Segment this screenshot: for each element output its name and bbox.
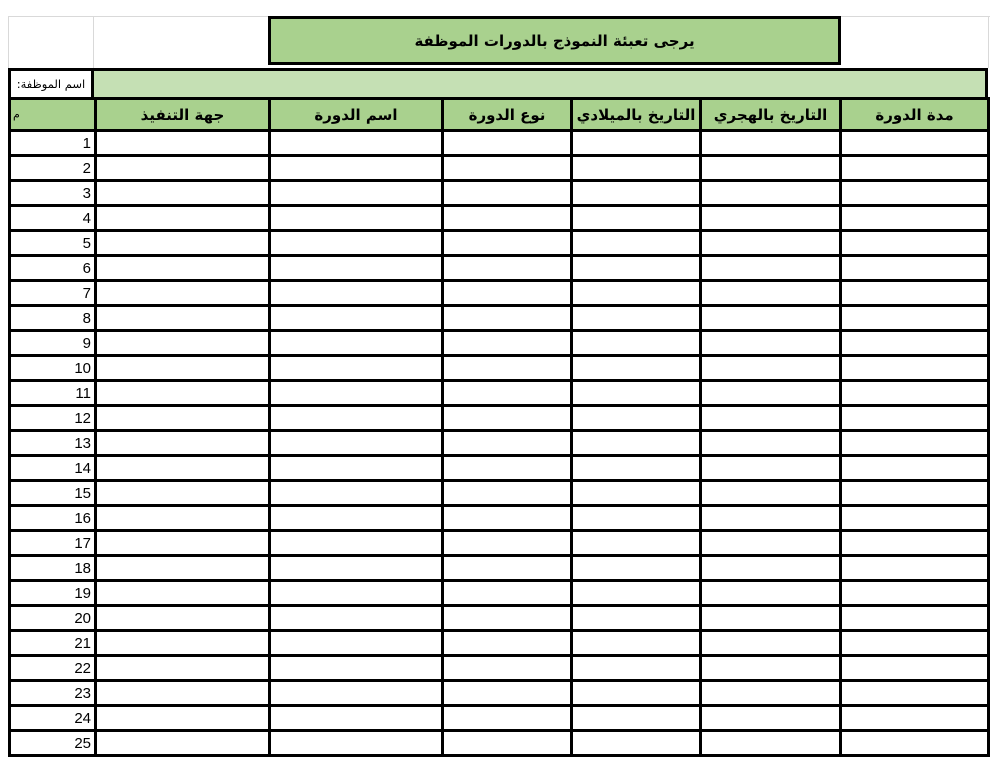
course-name-cell[interactable] bbox=[270, 131, 443, 156]
table-row bbox=[10, 406, 989, 431]
course-duration-cell[interactable] bbox=[841, 606, 989, 631]
table-row bbox=[10, 731, 989, 756]
course-name-cell[interactable] bbox=[270, 631, 443, 656]
gregorian-date-cell[interactable] bbox=[572, 556, 701, 581]
course-type-cell[interactable] bbox=[443, 506, 572, 531]
hijri-date-cell[interactable] bbox=[701, 306, 841, 331]
hijri-date-cell[interactable] bbox=[701, 281, 841, 306]
executing-body-cell[interactable] bbox=[96, 306, 270, 331]
hijri-date-cell[interactable] bbox=[701, 256, 841, 281]
executing-body-cell[interactable] bbox=[96, 506, 270, 531]
hijri-date-cell[interactable] bbox=[701, 681, 841, 706]
course-duration-cell[interactable] bbox=[841, 731, 989, 756]
executing-body-cell[interactable] bbox=[96, 131, 270, 156]
course-type-cell[interactable] bbox=[443, 556, 572, 581]
row-number: 24 bbox=[10, 706, 96, 731]
course-name-cell[interactable] bbox=[270, 281, 443, 306]
course-name-cell[interactable] bbox=[270, 581, 443, 606]
table-row bbox=[10, 256, 989, 281]
row-number: 25 bbox=[10, 731, 96, 756]
course-type-cell[interactable] bbox=[443, 631, 572, 656]
table-row bbox=[10, 356, 989, 381]
header-num: م bbox=[10, 99, 96, 131]
hijri-date-cell[interactable] bbox=[701, 431, 841, 456]
table-row bbox=[10, 156, 989, 181]
executing-body-cell[interactable] bbox=[96, 431, 270, 456]
table-row bbox=[10, 481, 989, 506]
course-name-cell[interactable] bbox=[270, 481, 443, 506]
course-duration-cell[interactable] bbox=[841, 706, 989, 731]
gridline bbox=[93, 16, 94, 68]
row-number: 14 bbox=[10, 456, 96, 481]
row-number: 8 bbox=[10, 306, 96, 331]
course-name-cell[interactable] bbox=[270, 706, 443, 731]
gregorian-date-cell[interactable] bbox=[572, 456, 701, 481]
course-name-cell[interactable] bbox=[270, 406, 443, 431]
row-number: 12 bbox=[10, 406, 96, 431]
table-row bbox=[10, 631, 989, 656]
course-duration-cell[interactable] bbox=[841, 406, 989, 431]
row-number: 20 bbox=[10, 606, 96, 631]
course-type-cell[interactable] bbox=[443, 731, 572, 756]
course-name-cell[interactable] bbox=[270, 356, 443, 381]
executing-body-cell[interactable] bbox=[96, 531, 270, 556]
row-number: 22 bbox=[10, 656, 96, 681]
row-number: 13 bbox=[10, 431, 96, 456]
row-number: 23 bbox=[10, 681, 96, 706]
hijri-date-cell[interactable] bbox=[701, 606, 841, 631]
gregorian-date-cell[interactable] bbox=[572, 506, 701, 531]
table-row bbox=[10, 606, 989, 631]
executing-body-cell[interactable] bbox=[96, 731, 270, 756]
gregorian-date-cell[interactable] bbox=[572, 181, 701, 206]
course-name-cell[interactable] bbox=[270, 431, 443, 456]
table-row bbox=[10, 381, 989, 406]
hijri-date-cell[interactable] bbox=[701, 131, 841, 156]
course-duration-cell[interactable] bbox=[841, 456, 989, 481]
course-name-cell[interactable] bbox=[270, 531, 443, 556]
course-duration-cell[interactable] bbox=[841, 331, 989, 356]
course-duration-cell[interactable] bbox=[841, 206, 989, 231]
table-row bbox=[10, 206, 989, 231]
row-number: 17 bbox=[10, 531, 96, 556]
course-duration-cell[interactable] bbox=[841, 631, 989, 656]
row-number: 16 bbox=[10, 506, 96, 531]
course-name-cell[interactable] bbox=[270, 231, 443, 256]
executing-body-cell[interactable] bbox=[96, 381, 270, 406]
executing-body-cell[interactable] bbox=[96, 231, 270, 256]
gregorian-date-cell[interactable] bbox=[572, 681, 701, 706]
executing-body-cell[interactable] bbox=[96, 356, 270, 381]
header-course-name: اسم الدورة bbox=[270, 99, 443, 131]
gregorian-date-cell[interactable] bbox=[572, 381, 701, 406]
table-row bbox=[10, 131, 989, 156]
row-number: 4 bbox=[10, 206, 96, 231]
header-course-duration: مدة الدورة bbox=[841, 99, 989, 131]
course-type-cell[interactable] bbox=[443, 406, 572, 431]
gregorian-date-cell[interactable] bbox=[572, 656, 701, 681]
course-duration-cell[interactable] bbox=[841, 131, 989, 156]
table-row bbox=[10, 231, 989, 256]
course-duration-cell[interactable] bbox=[841, 506, 989, 531]
course-type-cell[interactable] bbox=[443, 381, 572, 406]
employee-name-label: :اسم الموظفة bbox=[8, 68, 94, 100]
course-type-cell[interactable] bbox=[443, 281, 572, 306]
executing-body-cell[interactable] bbox=[96, 656, 270, 681]
executing-body-cell[interactable] bbox=[96, 581, 270, 606]
course-duration-cell[interactable] bbox=[841, 431, 989, 456]
course-type-cell[interactable] bbox=[443, 431, 572, 456]
table-row bbox=[10, 531, 989, 556]
row-number: 5 bbox=[10, 231, 96, 256]
gregorian-date-cell[interactable] bbox=[572, 531, 701, 556]
table-row bbox=[10, 331, 989, 356]
gregorian-date-cell[interactable] bbox=[572, 481, 701, 506]
row-number: 11 bbox=[10, 381, 96, 406]
course-type-cell[interactable] bbox=[443, 156, 572, 181]
gregorian-date-cell[interactable] bbox=[572, 156, 701, 181]
row-number: 2 bbox=[10, 156, 96, 181]
header-gregorian-date: التاريخ بالميلادي bbox=[572, 99, 701, 131]
table-row bbox=[10, 456, 989, 481]
table-row bbox=[10, 681, 989, 706]
gregorian-date-cell[interactable] bbox=[572, 281, 701, 306]
course-name-cell[interactable] bbox=[270, 256, 443, 281]
header-row bbox=[10, 99, 989, 131]
hijri-date-cell[interactable] bbox=[701, 631, 841, 656]
course-type-cell[interactable] bbox=[443, 681, 572, 706]
header-hijri-date: التاريخ بالهجري bbox=[701, 99, 841, 131]
hijri-date-cell[interactable] bbox=[701, 456, 841, 481]
course-duration-cell[interactable] bbox=[841, 156, 989, 181]
row-number: 7 bbox=[10, 281, 96, 306]
course-duration-cell[interactable] bbox=[841, 381, 989, 406]
row-number: 19 bbox=[10, 581, 96, 606]
hijri-date-cell[interactable] bbox=[701, 656, 841, 681]
course-name-cell[interactable] bbox=[270, 306, 443, 331]
course-duration-cell[interactable] bbox=[841, 231, 989, 256]
executing-body-cell[interactable] bbox=[96, 406, 270, 431]
table-row bbox=[10, 581, 989, 606]
executing-body-cell[interactable] bbox=[96, 206, 270, 231]
gregorian-date-cell[interactable] bbox=[572, 331, 701, 356]
hijri-date-cell[interactable] bbox=[701, 556, 841, 581]
hijri-date-cell[interactable] bbox=[701, 156, 841, 181]
executing-body-cell[interactable] bbox=[96, 481, 270, 506]
course-type-cell[interactable] bbox=[443, 131, 572, 156]
table-row bbox=[10, 656, 989, 681]
hijri-date-cell[interactable] bbox=[701, 231, 841, 256]
executing-body-cell[interactable] bbox=[96, 556, 270, 581]
executing-body-cell[interactable] bbox=[96, 181, 270, 206]
hijri-date-cell[interactable] bbox=[701, 506, 841, 531]
course-duration-cell[interactable] bbox=[841, 581, 989, 606]
row-number: 18 bbox=[10, 556, 96, 581]
course-name-cell[interactable] bbox=[270, 206, 443, 231]
executing-body-cell[interactable] bbox=[96, 606, 270, 631]
gregorian-date-cell[interactable] bbox=[572, 356, 701, 381]
row-number: 6 bbox=[10, 256, 96, 281]
hijri-date-cell[interactable] bbox=[701, 406, 841, 431]
course-type-cell[interactable] bbox=[443, 531, 572, 556]
gregorian-date-cell[interactable] bbox=[572, 306, 701, 331]
course-name-cell[interactable] bbox=[270, 556, 443, 581]
course-duration-cell[interactable] bbox=[841, 306, 989, 331]
course-type-cell[interactable] bbox=[443, 581, 572, 606]
course-type-cell[interactable] bbox=[443, 706, 572, 731]
course-name-cell[interactable] bbox=[270, 506, 443, 531]
hijri-date-cell[interactable] bbox=[701, 481, 841, 506]
course-name-cell[interactable] bbox=[270, 681, 443, 706]
course-duration-cell[interactable] bbox=[841, 281, 989, 306]
gridline bbox=[8, 16, 9, 68]
table-row bbox=[10, 306, 989, 331]
row-number: 10 bbox=[10, 356, 96, 381]
course-name-cell[interactable] bbox=[270, 731, 443, 756]
course-duration-cell[interactable] bbox=[841, 181, 989, 206]
gregorian-date-cell[interactable] bbox=[572, 406, 701, 431]
gregorian-date-cell[interactable] bbox=[572, 706, 701, 731]
table-row bbox=[10, 556, 989, 581]
row-number: 21 bbox=[10, 631, 96, 656]
courses-table bbox=[8, 97, 990, 757]
course-type-cell[interactable] bbox=[443, 206, 572, 231]
executing-body-cell[interactable] bbox=[96, 706, 270, 731]
hijri-date-cell[interactable] bbox=[701, 731, 841, 756]
course-type-cell[interactable] bbox=[443, 481, 572, 506]
hijri-date-cell[interactable] bbox=[701, 381, 841, 406]
executing-body-cell[interactable] bbox=[96, 681, 270, 706]
hijri-date-cell[interactable] bbox=[701, 531, 841, 556]
employee-name-field[interactable] bbox=[91, 68, 988, 100]
course-duration-cell[interactable] bbox=[841, 556, 989, 581]
executing-body-cell[interactable] bbox=[96, 156, 270, 181]
gregorian-date-cell[interactable] bbox=[572, 231, 701, 256]
course-name-cell[interactable] bbox=[270, 181, 443, 206]
course-name-cell[interactable] bbox=[270, 156, 443, 181]
course-duration-cell[interactable] bbox=[841, 681, 989, 706]
course-type-cell[interactable] bbox=[443, 256, 572, 281]
table-row bbox=[10, 181, 989, 206]
course-name-cell[interactable] bbox=[270, 456, 443, 481]
course-duration-cell[interactable] bbox=[841, 531, 989, 556]
row-number: 15 bbox=[10, 481, 96, 506]
header-course-type: نوع الدورة bbox=[443, 99, 572, 131]
gregorian-date-cell[interactable] bbox=[572, 131, 701, 156]
table-row bbox=[10, 281, 989, 306]
gridline bbox=[988, 16, 989, 68]
executing-body-cell[interactable] bbox=[96, 256, 270, 281]
course-duration-cell[interactable] bbox=[841, 481, 989, 506]
hijri-date-cell[interactable] bbox=[701, 181, 841, 206]
hijri-date-cell[interactable] bbox=[701, 206, 841, 231]
hijri-date-cell[interactable] bbox=[701, 356, 841, 381]
course-duration-cell[interactable] bbox=[841, 356, 989, 381]
executing-body-cell[interactable] bbox=[96, 331, 270, 356]
gregorian-date-cell[interactable] bbox=[572, 631, 701, 656]
course-type-cell[interactable] bbox=[443, 456, 572, 481]
course-type-cell[interactable] bbox=[443, 181, 572, 206]
executing-body-cell[interactable] bbox=[96, 631, 270, 656]
gregorian-date-cell[interactable] bbox=[572, 731, 701, 756]
row-number: 3 bbox=[10, 181, 96, 206]
course-name-cell[interactable] bbox=[270, 381, 443, 406]
table-row bbox=[10, 706, 989, 731]
row-number: 9 bbox=[10, 331, 96, 356]
header-executing-body: جهة التنفيذ bbox=[96, 99, 270, 131]
gregorian-date-cell[interactable] bbox=[572, 256, 701, 281]
course-type-cell[interactable] bbox=[443, 356, 572, 381]
course-type-cell[interactable] bbox=[443, 656, 572, 681]
course-type-cell[interactable] bbox=[443, 606, 572, 631]
course-name-cell[interactable] bbox=[270, 656, 443, 681]
course-duration-cell[interactable] bbox=[841, 656, 989, 681]
row-number: 1 bbox=[10, 131, 96, 156]
table-row bbox=[10, 506, 989, 531]
course-type-cell[interactable] bbox=[443, 306, 572, 331]
hijri-date-cell[interactable] bbox=[701, 331, 841, 356]
hijri-date-cell[interactable] bbox=[701, 706, 841, 731]
executing-body-cell[interactable] bbox=[96, 281, 270, 306]
course-duration-cell[interactable] bbox=[841, 256, 989, 281]
course-name-cell[interactable] bbox=[270, 331, 443, 356]
form-title: يرجى تعبئة النموذج بالدورات الموظفة bbox=[268, 16, 841, 65]
table-row bbox=[10, 431, 989, 456]
gregorian-date-cell[interactable] bbox=[572, 581, 701, 606]
course-type-cell[interactable] bbox=[443, 231, 572, 256]
course-type-cell[interactable] bbox=[443, 331, 572, 356]
executing-body-cell[interactable] bbox=[96, 456, 270, 481]
hijri-date-cell[interactable] bbox=[701, 581, 841, 606]
gregorian-date-cell[interactable] bbox=[572, 206, 701, 231]
gregorian-date-cell[interactable] bbox=[572, 431, 701, 456]
gregorian-date-cell[interactable] bbox=[572, 606, 701, 631]
course-name-cell[interactable] bbox=[270, 606, 443, 631]
